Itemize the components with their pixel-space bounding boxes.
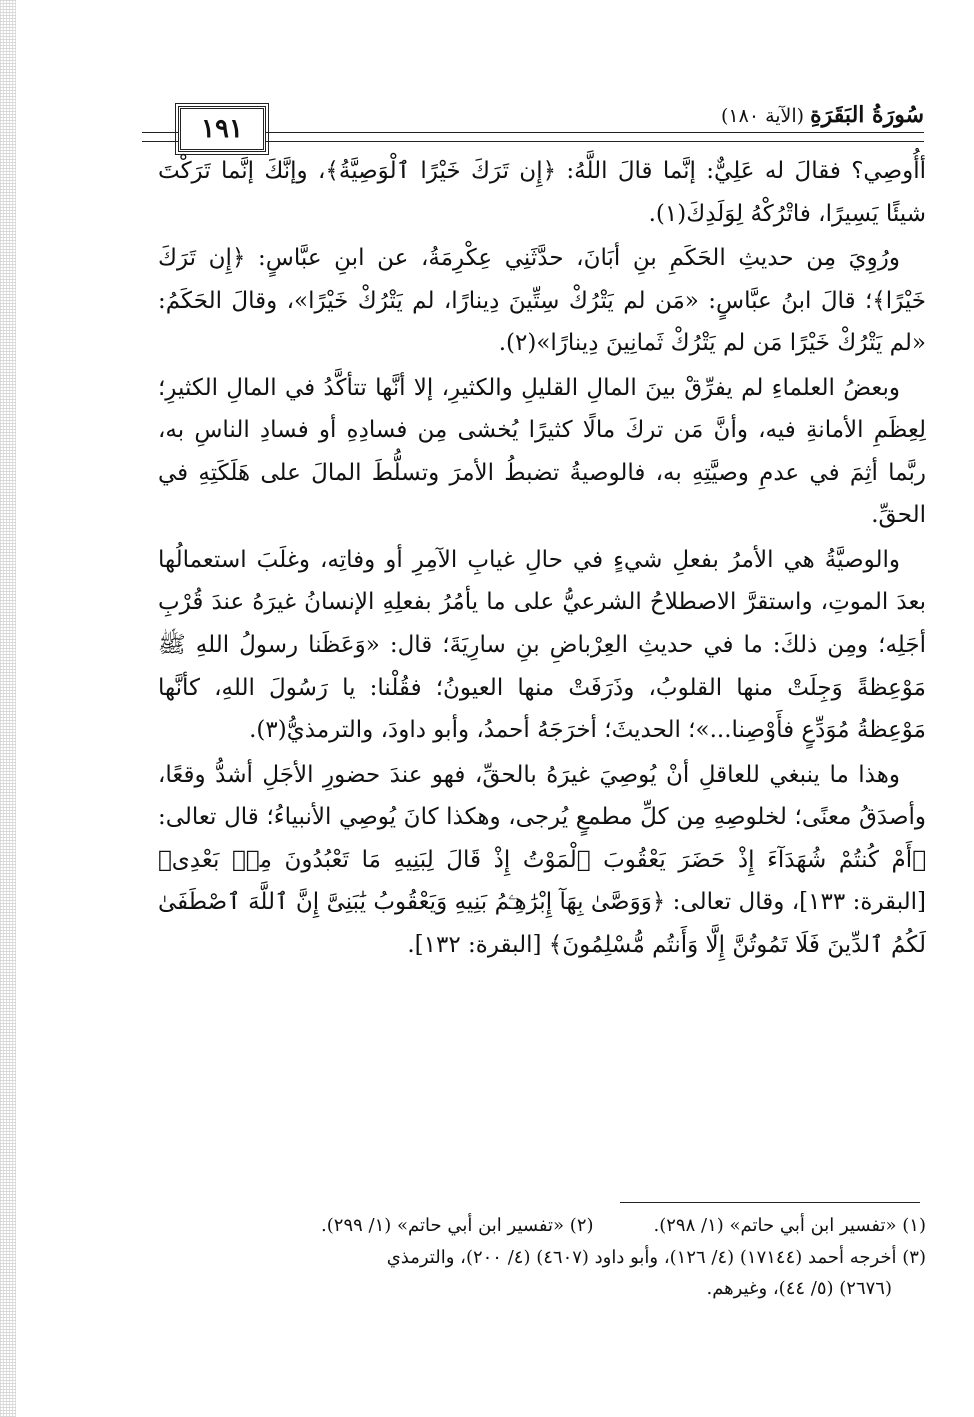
running-title — [721, 102, 924, 128]
paragraph: وبعضُ العلماءِ لم يفرِّقْ بينَ المالِ القليلِ والكثيرِ، إلا أنَّها تتأكَّدُ في المالِ الكثيرِ؛ لِعِظَمِ الأمانةِ فيه، وأنَّ مَن تركَ مالًا كثيرًا يُخشى مِن فسادِهِ أو فسادِ الناسِ به، ربَّما أثِمَ في عدمِ وصيَّتِهِ به، فالوصيةُ تضبطُ الأمرَ وتسلُّطَ المالَ على هَلَكَتِهِ في الحقِّ. — [158, 374, 926, 529]
main-text — [158, 150, 926, 968]
page-number-box — [178, 106, 266, 152]
page-header — [142, 96, 924, 146]
paragraph: وهذا ما ينبغي للعاقلِ أنْ يُوصِيَ غيرَهُ بالحقِّ، فهو عندَ حضورِ الأجَلِ أشدُّ وقعًا، وأصدَقُ معنًى؛ لخلوصِهِ مِن كلِّ مطمعٍ يُرجى، وهكذا كانَ يُوصِي الأنبياءُ؛ قال تعالى: ﴿أَمْ كُنتُمْ شُهَدَآءَ إِذْ حَضَرَ يَعْقُوبَ ٱلْمَوْتُ إِذْ قَالَ لِبَنِيهِ مَا تَعْبُدُونَ مِنۢ بَعْدِى﴾ [البقرة: ١٣٣]، وقال تعالى: ﴿وَوَصَّىٰ بِهَآ إِبْرَٰهِـۧمُ بَنِيهِ وَيَعْقُوبُ يَٰبَنِىَّ إِنَّ ٱللَّهَ ٱصْطَفَىٰ لَكُمُ ٱلدِّينَ فَلَا تَمُوتُنَّ إِلَّا وَأَنتُم مُّسْلِمُونَ﴾ [البقرة: ١٣٢]. — [158, 761, 926, 958]
ayah-label: (الآية ١٨٠) — [721, 105, 805, 127]
footnotes — [158, 1210, 926, 1305]
footnote-3-continued: (٢٦٧٦) (٥/ ٤٤)، وغيرهم. — [706, 1278, 892, 1299]
footnote-rule — [620, 1202, 920, 1203]
paragraph: ورُوِيَ مِن حديثِ الحَكَمِ بنِ أبَانَ، حدَّثَنِي عِكْرِمَةُ، عن ابنِ عبَّاسٍ: ﴿إِن تَرَكَ خَيْرًا﴾؛ قالَ ابنُ عبَّاسٍ: «مَن لم يَتْرُكْ سِتِّينَ دِينارًا، لم يَتْرُكْ خَيْرًا»، وقالَ الحَكَمُ: «لم يَتْرُكْ خَيْرًا مَن لم يَتْرُكْ ثَمانِينَ دِينارًا»(٢). — [158, 245, 926, 357]
footnote-1: (١) «تفسير ابن أبي حاتم» (١/ ٢٩٨). — [653, 1215, 926, 1236]
paragraph: أأُوصِي؟ فقالَ له عَلِيٌّ: إنَّما قالَ اللَّهُ: ﴿إِن تَرَكَ خَيْرًا ٱلْوَصِيَّةُ﴾، وإنَّكَ إنَّما تَرَكْتَ شيئًا يَسِيرًا، فاتْرُكْهُ لِوَلَدِكَ(١). — [158, 158, 926, 227]
footnote-3: (٣) أخرجه أحمد (١٧١٤٤) (٤/ ١٢٦)، وأبو داود (٤٦٠٧) (٤/ ٢٠٠)، والترمذي — [386, 1246, 926, 1268]
page-number: ١٩١ — [201, 114, 243, 144]
footnote-row — [158, 1210, 926, 1242]
footnote-2: (٢) «تفسير ابن أبي حاتم» (١/ ٢٩٩). — [321, 1215, 594, 1236]
surah-name: سُورَةُ البَقَرَةِ — [810, 102, 924, 128]
binding-edge — [0, 0, 16, 1417]
paragraph: والوصيَّةُ هي الأمرُ بفعلِ شيءٍ في حالِ غيابِ الآمِرِ أو وفاتِه، وغلَبَ استعمالُها بعدَ الموتِ، واستقرَّ الاصطلاحُ الشرعيُّ على ما يأمُرُ بفعلِهِ الإنسانُ غيرَهُ عندَ قُرْبِ أجَلِه؛ ومِن ذلكَ: ما في حديثِ العِرْباضِ بنِ سارِيَةَ؛ قال: «وَعَظَنا رسولُ اللهِ ﷺ مَوْعِظةً وَجِلَتْ منها القلوبُ، وذَرَفَتْ منها العيونُ؛ فقُلْنا: يا رَسُولَ اللهِ، كأنَّها مَوْعِظةُ مُوَدِّعٍ فأَوْصِنا...»؛ الحديثَ؛ أخرَجَهُ أحمدُ، وأبو داودَ، والترمذيُّ(٣). — [158, 546, 926, 744]
